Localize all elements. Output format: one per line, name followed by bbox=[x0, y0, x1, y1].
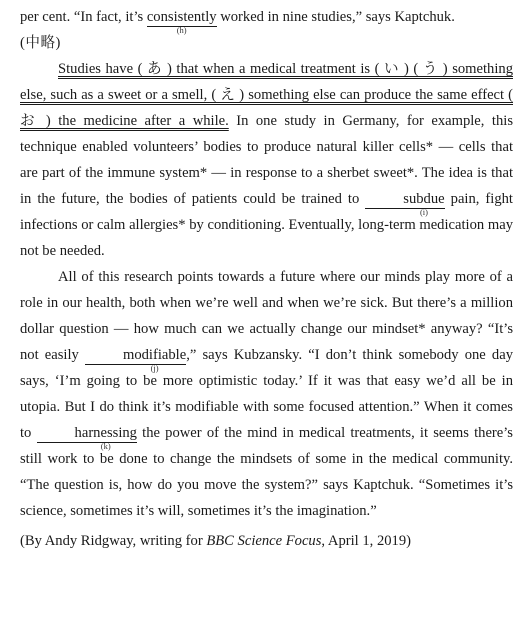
double-underlined-passage: Studies have ( あ ) that when a medical treatment is ( い ) ( う ) something else, such as a sweet or a smell, ( え ) something else can produce the same effect ( お ) the medicine after a while. bbox=[20, 61, 513, 129]
underlined-word-j-text: modifiable bbox=[122, 347, 187, 363]
marker-label-i: (i) bbox=[419, 207, 428, 217]
citation-prefix: (By Andy Ridgway, writing for bbox=[20, 533, 207, 549]
citation-suffix: , April 1, 2019) bbox=[321, 533, 412, 549]
paragraph-2-text-2: pain, fight infections or calm allergies* by conditioning. Eventually, long-term medication may not be needed. bbox=[20, 191, 513, 259]
underlined-word-j bbox=[85, 346, 187, 373]
paragraph-2-text-1: In one study in Germany, for example, this technique enabled volunteers’ bodies to produce natural killer cells* — cells that are part of the immune system* — in response to a sherbet sweet*. The idea is that in the future, the bodies of patients could be trained to bbox=[20, 113, 513, 207]
paragraph-1-text-before: per cent. “In fact, it’s bbox=[20, 9, 147, 25]
citation-source: BBC Science Focus bbox=[206, 533, 322, 549]
paragraph-3-text-1: All of this research points towards a future where our minds play more of a role in our health, both when we’re well and when we’re sick. But there’s a million dollar question — how much can we actually change our mindset* anyway? “It’s not easily bbox=[20, 269, 513, 363]
underlined-word-i bbox=[365, 190, 445, 217]
paragraph-3 bbox=[20, 264, 513, 524]
underlined-word-k-text: harnessing bbox=[74, 425, 137, 441]
paragraph-3-text-2: ,” says Kubzansky. “I don’t think somebody one day says, ‘I’m going to be more optimistic today.’ If it was that easy we’d all be in utopia. But I do think it’s modifiable with some focused attention.” When it comes to bbox=[20, 347, 513, 441]
marker-label-k: (k) bbox=[100, 441, 111, 451]
paragraph-3-text-3: the power of the mind in medical treatments, it seems there’s still work to be done to change the mindsets of some in the medical community. “The question is, how do you move the system?” says Kaptchuk. “Sometimes it’s science, sometimes it’s will, sometimes it’s the imagination.” bbox=[20, 425, 513, 519]
underlined-word-i-text: subdue bbox=[403, 191, 445, 207]
omission-note: (中略) bbox=[20, 35, 61, 51]
marker-label-j: (j) bbox=[150, 363, 159, 373]
underlined-word-h-text: consistently bbox=[146, 9, 217, 25]
underlined-word-h bbox=[146, 8, 217, 35]
omission-note-line bbox=[20, 30, 513, 56]
paragraph-1-text-after: worked in nine studies,” says Kaptchuk. bbox=[216, 9, 455, 25]
paragraph-2 bbox=[20, 56, 513, 264]
underlined-word-k bbox=[37, 424, 137, 451]
marker-label-h: (h) bbox=[176, 25, 187, 35]
source-citation bbox=[20, 528, 503, 554]
paragraph-1 bbox=[20, 4, 513, 35]
